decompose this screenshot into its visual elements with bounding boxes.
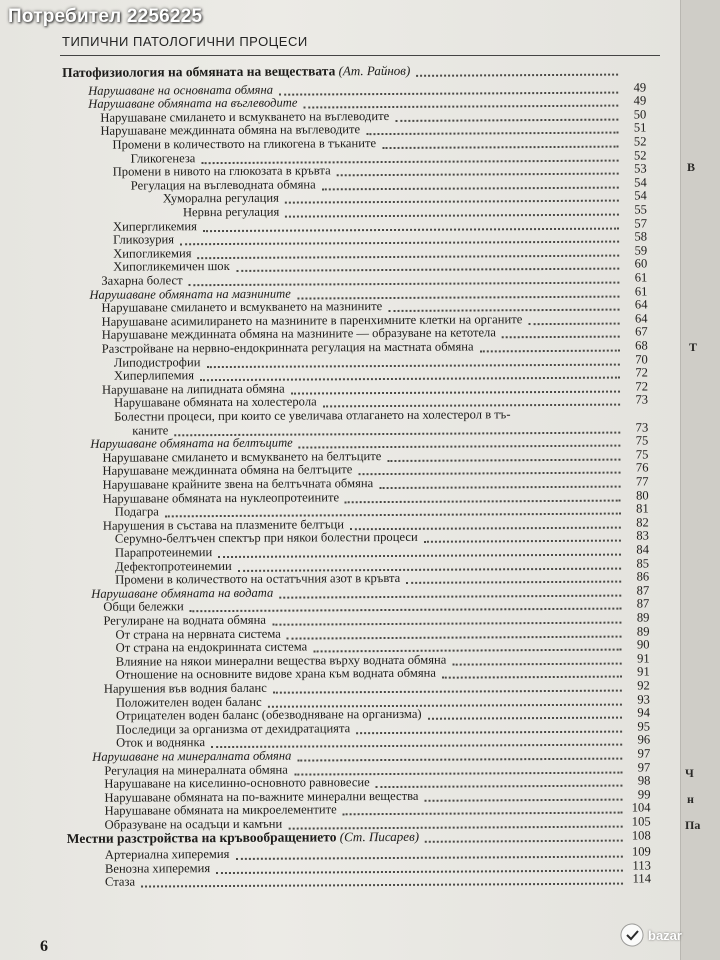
toc-entry-title: Промени в количеството на остатъчния азот в кръвта <box>115 571 401 587</box>
toc-page-number: 92 <box>637 678 650 693</box>
toc-entry-title: Патофизиология на обмяната на веществата (Ат. Райнов) <box>62 62 411 80</box>
toc-entry-title: От страна на ендокринната система <box>115 639 308 655</box>
toc-page-number: 109 <box>631 844 651 859</box>
toc-entry-title: Нарушаване обмяната на холестерола <box>114 394 317 411</box>
page-number: 6 <box>40 938 48 955</box>
running-header: ТИПИЧНИ ПАТОЛОГИЧНИ ПРОЦЕСИ <box>62 34 308 49</box>
toc-page-number: 97 <box>637 746 651 761</box>
toc-entry-title: Стаза <box>104 874 136 890</box>
toc-page-number: 76 <box>635 460 649 475</box>
toc-entry-title: Болестни процеси, при които се увеличава отлагането на холестерол в тъ- <box>114 407 511 424</box>
toc-page-number: 75 <box>635 447 649 462</box>
toc-entry <box>105 872 651 889</box>
toc-entry-title: Нарушаване на липидната обмяна <box>101 381 285 397</box>
toc-page-number: 67 <box>635 324 648 339</box>
toc-entry-title: Нарушаване на минералната обмяна <box>92 748 292 764</box>
toc-entry-title: Нарушаване на основната обмяна <box>88 82 274 98</box>
toc-page-number: 99 <box>637 787 651 802</box>
toc-page-number: 113 <box>632 858 651 873</box>
toc-page-number: 55 <box>634 202 647 217</box>
toc-page-number: 72 <box>635 379 649 394</box>
toc-entry-title: Нарушаване обмяната на водата <box>91 585 274 601</box>
toc-entry-title: Регулация на въглеводната обмяна <box>130 177 316 193</box>
toc-entry-title: Нарушаване обмяната на белтъците <box>90 435 293 452</box>
toc-entry-author: (Ат. Райнов) <box>335 62 411 79</box>
strip-letter: Па <box>685 818 701 832</box>
table-of-contents <box>0 58 680 890</box>
toc-entry-title: Нарушаване смилането и всмукването на белтъците <box>102 448 382 465</box>
toc-page-number: 52 <box>633 134 647 149</box>
toc-page-number: 57 <box>634 216 648 231</box>
toc-page-number: 91 <box>637 651 650 666</box>
toc-entry-title: Образуване на осадъци и камъни <box>104 816 283 832</box>
toc-entry-title: Нарушения във водния баланс <box>103 680 267 696</box>
toc-entry-title: Нарушаване крайните звена на белтъчната обмяна <box>102 476 374 492</box>
toc-entry-title: Нарушаване смилането и всмукването на въглеводите <box>100 108 390 125</box>
toc-page-number: 49 <box>633 80 647 95</box>
toc-page-number: 61 <box>634 284 648 299</box>
toc-entry-title: Промени в нивото на глюкозата в кръвта <box>112 163 331 179</box>
toc-entry-title: Влияние на някои минерални вещества върху водната обмяна <box>115 652 447 669</box>
toc-page-number: 95 <box>637 719 651 734</box>
toc-entry-title: Хиперлипемия <box>113 368 195 383</box>
toc-page-number: 54 <box>634 188 647 203</box>
toc-page-number: 70 <box>635 352 648 367</box>
toc-page-number: 75 <box>635 433 649 448</box>
toc-page-number: 82 <box>636 515 649 530</box>
toc-page-number: 89 <box>636 624 650 639</box>
toc-entry-title: Оток и воднянка <box>116 735 206 751</box>
toc-page-number: 83 <box>636 528 649 543</box>
header-rule <box>60 55 660 56</box>
toc-entry-title: Гликогенеза <box>130 150 196 166</box>
toc-page-number: 87 <box>636 583 650 598</box>
toc-entry-title: Нарушения в състава на плазмените белтъци <box>102 517 345 533</box>
toc-entry-title: Регулиране на водната обмяна <box>103 612 266 628</box>
toc-page-number: 96 <box>637 732 651 747</box>
toc-page-number: 64 <box>634 297 648 312</box>
toc-page-number: 61 <box>634 270 648 285</box>
toc-page-number: 60 <box>634 256 648 271</box>
toc-page-number: 77 <box>635 474 649 489</box>
toc-page-number: 80 <box>636 488 649 503</box>
strip-letter: Т <box>689 340 698 354</box>
toc-leader-dots <box>416 60 618 77</box>
toc-page-number: 114 <box>632 871 652 886</box>
toc-page-number: 98 <box>637 773 651 788</box>
toc-entry-title: Нарушаване асимилирането на мазнините в паренхимните клетки на органите <box>101 311 523 329</box>
toc-page-number: 105 <box>631 814 651 829</box>
toc-entry-title: Нервна регулация <box>182 204 280 220</box>
toc-page-number: 73 <box>635 392 649 407</box>
toc-entry-title: Хипергликемия <box>112 218 197 234</box>
toc-leader-dots <box>323 390 620 408</box>
toc-page-number: 90 <box>636 637 650 652</box>
toc-page-number: 73 <box>635 420 649 435</box>
toc-entry-title: Нарушаване междинната обмяна на белтъците <box>102 462 353 479</box>
toc-entry-title: Дефектопротеинемии <box>115 558 232 574</box>
toc-entry-title: От страна на нервната система <box>115 626 281 642</box>
toc-leader-dots <box>141 869 623 888</box>
toc-entry-title: Хипогликемичен шок <box>113 259 230 275</box>
toc-page-number: 86 <box>636 569 650 584</box>
toc-entry-title: Общи бележки <box>103 599 184 615</box>
toc-entry-title: Нарушаване обмяната на по-важните минерални вещества <box>104 788 419 805</box>
toc-entry-title: Нарушаване обмяната на мазнините <box>89 286 291 302</box>
toc-entry-title: Хуморална регулация <box>162 191 279 206</box>
toc-entry-title: Нарушаване междинната обмяна на въглеводите <box>100 122 361 139</box>
adjacent-page-edge <box>680 0 720 960</box>
toc-page-number: 54 <box>634 175 647 190</box>
toc-entry-title: Положителен воден баланс <box>115 694 262 710</box>
toc-page-number: 108 <box>631 827 651 843</box>
toc-entry-title: Подагра <box>114 504 159 519</box>
toc-page-number: 72 <box>635 365 648 380</box>
toc-entry-title: Захарна болест <box>101 273 183 288</box>
toc-page-number: 59 <box>634 243 648 258</box>
toc-page-number: 58 <box>634 229 648 244</box>
toc-page-number: 52 <box>633 148 647 163</box>
toc-entry-title: Серумно-белтъчен спектър при някои болестни процеси <box>114 530 418 547</box>
toc-entry-title: Хипогликемия <box>113 245 192 261</box>
toc-entry-title: Липодистрофии <box>113 354 201 370</box>
toc-entry-title: Нарушаване обмяната на нуклеопротеините <box>102 489 340 506</box>
toc-page-number: 50 <box>633 107 647 122</box>
toc-page-number: 104 <box>631 800 651 815</box>
toc-page-number: 87 <box>636 596 650 611</box>
toc-page-number: 93 <box>637 692 650 707</box>
bazar-logo-text: bazar <box>648 928 682 943</box>
user-watermark: Потребител 2256225 <box>8 6 203 27</box>
toc-page-number: 64 <box>634 311 648 326</box>
toc-page-number: 89 <box>636 610 650 625</box>
toc-entry-author: (Ст. Писарев) <box>336 828 420 844</box>
toc-entry-title: Нарушаване обмяната на микроелементите <box>104 802 337 819</box>
toc-page-number: 49 <box>633 93 647 108</box>
toc-entry-title: Разстройване на нервно-ендокринната регулация на мастната обмяна <box>101 339 474 356</box>
toc-page-number: 84 <box>636 542 650 557</box>
toc-entry-title: Нарушаване смилането и всмукването на мазнините <box>101 299 383 315</box>
toc-entry-title: каните <box>132 422 169 438</box>
toc-page-number: 68 <box>635 338 648 353</box>
toc-page-number: 91 <box>637 664 650 679</box>
toc-page-number: 97 <box>637 760 651 775</box>
toc-entry-title: Местни разстройства на кръвообращението (Ст. Писарев) <box>66 828 420 846</box>
toc-page-number: 81 <box>636 501 649 516</box>
toc-entry-title: Отрицателен воден баланс (обезводняване на организма) <box>115 706 422 723</box>
strip-letter: н <box>687 792 694 806</box>
toc-entry-title: Промени в количеството на гликогена в тъканите <box>112 136 377 152</box>
toc-entry-title: Нарушаване на киселинно-основното равновесие <box>104 775 370 791</box>
strip-letter: Ч <box>685 766 694 780</box>
toc-entry-title: Последици за организма от дехидратацията <box>116 721 351 737</box>
toc-entry-title: Отношение на основните видове храна към водната обмяна <box>115 666 437 683</box>
toc-page-number: 51 <box>633 120 647 135</box>
toc-page-number: 85 <box>636 556 650 571</box>
toc-leader-dots <box>425 825 623 842</box>
toc-page-number: 94 <box>637 705 651 720</box>
toc-entry-title: Гликозурия <box>113 232 175 247</box>
toc-page-number: 53 <box>634 161 647 176</box>
strip-letter: В <box>687 160 696 174</box>
toc-entry-title: Регулация на минералната обмяна <box>104 762 288 778</box>
toc-entry-title: Нарушаване междинната обмяна на мазнините — образуване на кетотела <box>101 325 496 343</box>
toc-entry-title: Парапротеинемии <box>114 545 213 560</box>
toc-entry-title: Нарушаване обмяната на въглеводите <box>88 95 298 112</box>
toc-entry-title: Артериална хиперемия <box>104 847 230 862</box>
toc-entry-title: Венозна хиперемия <box>104 860 211 876</box>
